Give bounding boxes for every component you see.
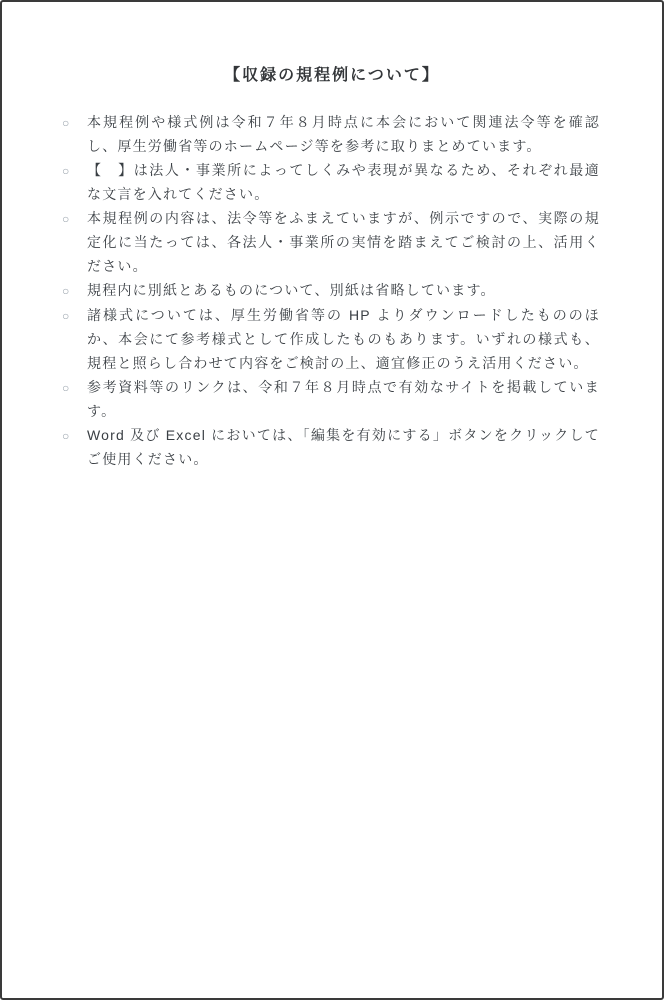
list-item-text: 諸様式については、厚生労働省等の HP よりダウンロードしたもののほか、本会にて参考様式として作成したものもあります。いずれの様式も、規程と照らし合わせて内容をご検討の上、適宜修正のうえ活用ください。 <box>87 307 600 371</box>
list-item-text: 参考資料等のリンクは、令和７年８月時点で有効なサイトを掲載しています。 <box>87 379 600 419</box>
list-item <box>62 110 600 158</box>
circle-bullet-icon: ○ <box>62 309 70 323</box>
list-item <box>62 375 600 423</box>
circle-bullet-icon: ○ <box>62 212 70 226</box>
circle-bullet-icon: ○ <box>62 116 70 130</box>
list-item-text: 規程内に別紙とあるものについて、別紙は省略しています。 <box>87 282 496 298</box>
list-item <box>62 158 600 206</box>
list-item-text: Word 及び Excel においては、「編集を有効にする」ボタンをクリックしてご使用ください。 <box>87 427 600 467</box>
list-item-text: 本規程例や様式例は令和７年８月時点に本会において関連法令等を確認し、厚生労働省等のホームページ等を参考に取りまとめています。 <box>87 114 600 154</box>
circle-bullet-icon: ○ <box>62 164 70 178</box>
circle-bullet-icon: ○ <box>62 429 70 443</box>
list-item <box>62 278 600 303</box>
list-item-text: 本規程例の内容は、法令等をふまえていますが、例示ですので、実際の規定化に当たっては、各法人・事業所の実情を踏まえてご検討の上、活用ください。 <box>87 210 600 274</box>
circle-bullet-icon: ○ <box>62 284 70 298</box>
page-title: 【収録の規程例について】 <box>224 67 440 84</box>
list-item <box>62 303 600 375</box>
bullet-list <box>2 110 662 471</box>
list-item <box>62 423 600 471</box>
list-item-text: 【 】は法人・事業所によってしくみや表現が異なるため、それぞれ最適な文言を入れてください。 <box>87 162 600 202</box>
list-item <box>62 206 600 278</box>
circle-bullet-icon: ○ <box>62 381 70 395</box>
